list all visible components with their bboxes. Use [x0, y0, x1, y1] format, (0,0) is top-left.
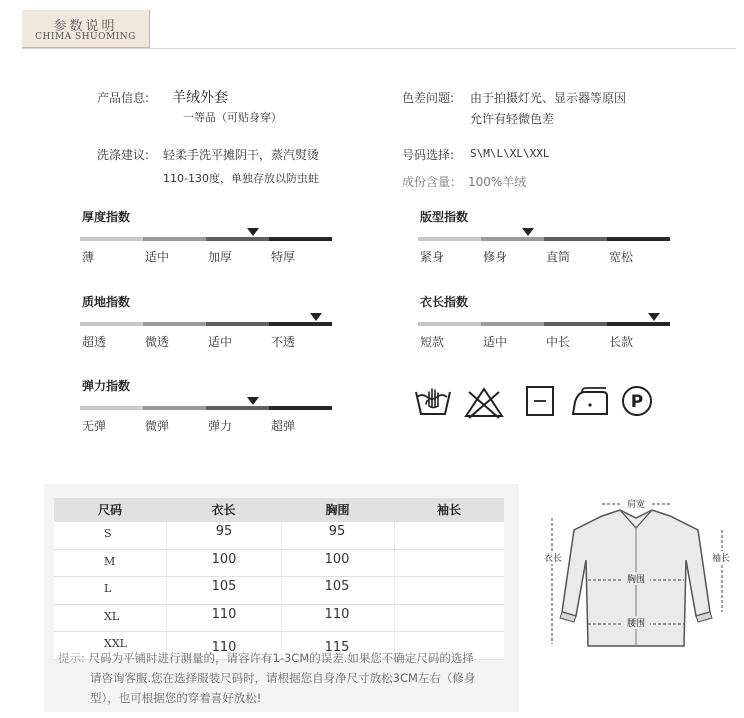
size-tip — [58, 648, 508, 708]
index-level-label: 弹力 — [208, 419, 233, 433]
header-title-cn: 参数说明 — [53, 19, 118, 34]
index-segment — [143, 322, 206, 326]
header-sleeve: 袖长 — [394, 498, 504, 522]
table-cell-length: 105 — [211, 579, 237, 595]
table-col-divider — [281, 522, 282, 660]
index-title: 质地指数 — [82, 295, 131, 309]
index-segment — [80, 322, 143, 326]
color-label: 色差问题: — [402, 91, 455, 105]
index-segment — [544, 237, 607, 241]
table-cell-length: 100 — [211, 551, 237, 567]
header-chest: 胸围 — [281, 498, 394, 522]
dry-flat-icon — [520, 384, 560, 418]
index-level-label: 不透 — [271, 335, 296, 349]
index-title: 版型指数 — [420, 210, 469, 224]
no-bleach-icon — [464, 386, 504, 420]
dry-clean-p-icon — [617, 384, 657, 418]
wash-label: 洗涤建议: — [97, 148, 150, 162]
index-level-label: 薄 — [82, 250, 95, 264]
index-level-label: 中长 — [546, 335, 571, 349]
table-cell-length: 95 — [215, 524, 233, 539]
index-segment — [481, 322, 544, 326]
wash-line1: 轻柔手洗平摊阴干，蒸汽熨烫 — [163, 148, 320, 162]
label-sleeve: 袖长 — [711, 554, 731, 564]
index-segment — [269, 237, 332, 241]
index-level-label: 微透 — [145, 335, 170, 349]
table-cell-size: M — [104, 554, 116, 568]
index-level-label: 超弹 — [271, 419, 296, 433]
size-table — [54, 498, 504, 660]
index-segment — [544, 322, 607, 326]
product-grade: 一等品（可贴身穿） — [183, 111, 282, 124]
index-segment — [607, 237, 670, 241]
index-segment — [481, 237, 544, 241]
table-row-divider — [54, 604, 504, 605]
index-bar — [80, 322, 332, 326]
table-cell-size: L — [104, 582, 112, 596]
index-marker — [310, 313, 322, 321]
index-segment — [418, 237, 481, 241]
index-level-label: 宽松 — [609, 250, 634, 264]
index-segment — [206, 406, 269, 410]
index-level-label: 加厚 — [208, 250, 233, 264]
table-cell-chest: 110 — [324, 606, 350, 622]
table-col-divider — [166, 522, 167, 660]
index-level-label: 适中 — [145, 250, 170, 264]
index-level-label: 紧身 — [420, 250, 445, 264]
index-marker — [648, 313, 660, 321]
label-waist: 腰围 — [626, 619, 646, 629]
size-label: 号码选择: — [402, 148, 455, 162]
index-segment — [206, 322, 269, 326]
index-bar — [418, 322, 670, 326]
tip-line1: 尺码为平铺时进行测量的，请容许有1-3CM的误差.如果您不确定尺码的选择 — [88, 651, 474, 665]
material-label: 成份含量： — [402, 175, 463, 189]
tip-line3: 型），也可根据您的穿着喜好放松! — [90, 691, 262, 705]
table-cell-length: 110 — [211, 640, 237, 656]
header-divider — [22, 48, 736, 49]
tip-line2: 请咨询客服.您在选择服装尺码时，请根据您自身净尺寸放松3CM左右（修身 — [90, 671, 476, 685]
hand-wash-icon — [413, 384, 453, 418]
index-level-label: 无弹 — [82, 419, 107, 433]
index-level-label: 适中 — [483, 335, 508, 349]
index-title: 弹力指数 — [82, 379, 131, 393]
index-level-label: 短款 — [420, 335, 445, 349]
table-cell-chest: 95 — [328, 524, 346, 539]
index-segment — [269, 406, 332, 410]
index-level-label: 超透 — [82, 335, 107, 349]
index-title: 衣长指数 — [420, 295, 469, 309]
measurement-diagram — [538, 494, 734, 654]
index-segment — [206, 237, 269, 241]
header-length: 衣长 — [166, 498, 281, 522]
header-title-en: CHIMA SHUOMING — [35, 32, 136, 42]
index-title: 厚度指数 — [82, 210, 131, 224]
header-size: 尺码 — [54, 498, 166, 522]
tip-label: 提示: — [58, 651, 85, 665]
table-cell-chest: 100 — [324, 551, 350, 567]
index-level-label: 长款 — [609, 335, 634, 349]
table-cell-size: XL — [104, 609, 120, 623]
label-chest: 胸围 — [626, 575, 646, 585]
material-value: 100%羊绒 — [468, 175, 527, 189]
index-marker — [247, 397, 259, 405]
table-cell-length: 110 — [211, 606, 237, 622]
product-label: 产品信息: — [97, 91, 150, 105]
size-table-panel — [44, 484, 519, 712]
table-col-divider — [394, 522, 395, 660]
index-segment — [143, 237, 206, 241]
table-row-divider — [54, 631, 504, 632]
index-level-label: 特厚 — [271, 250, 296, 264]
size-value: S\M\L\XL\XXL — [470, 147, 550, 160]
index-segment — [143, 406, 206, 410]
index-marker — [522, 228, 534, 236]
index-segment — [269, 322, 332, 326]
product-name: 羊绒外套 — [172, 90, 228, 106]
label-length: 衣长 — [543, 554, 563, 564]
header-tag — [22, 10, 150, 48]
index-segment — [607, 322, 670, 326]
table-row-divider — [54, 576, 504, 577]
index-segment — [80, 237, 143, 241]
table-row-divider — [54, 549, 504, 550]
color-line2: 允许有轻微色差 — [470, 112, 555, 126]
table-cell-chest: 105 — [324, 579, 350, 595]
index-marker — [247, 228, 259, 236]
dry-clean-letter: P — [630, 392, 644, 412]
color-line1: 由于拍摄灯光、显示器等原因 — [470, 91, 627, 105]
label-shoulder: 肩宽 — [626, 500, 646, 510]
table-cell-size: XXL — [104, 637, 127, 651]
wash-line2: 110-130度，单独存放以防虫蛀 — [163, 172, 319, 185]
index-bar — [80, 406, 332, 410]
index-segment — [80, 406, 143, 410]
index-level-label: 修身 — [483, 250, 508, 264]
index-level-label: 直筒 — [546, 250, 571, 264]
index-bar — [418, 237, 670, 241]
index-level-label: 适中 — [208, 335, 233, 349]
index-level-label: 微弹 — [145, 419, 170, 433]
table-cell-chest: 115 — [324, 640, 350, 656]
index-bar — [80, 237, 332, 241]
table-cell-size: S — [104, 527, 112, 540]
iron-icon — [570, 386, 610, 420]
index-segment — [418, 322, 481, 326]
